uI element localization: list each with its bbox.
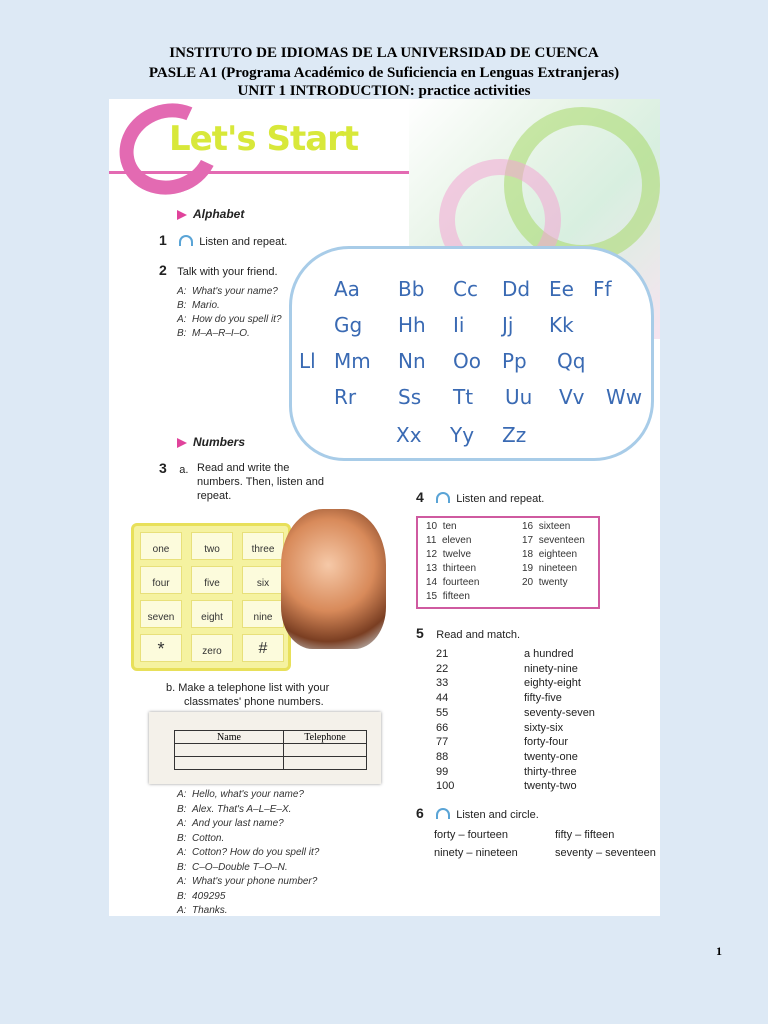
exercise-3 bbox=[159, 460, 324, 502]
exercise-3b-text: b. Make a telephone list with your classmates' phone numbers. bbox=[166, 682, 330, 708]
girl-on-phone-photo bbox=[281, 509, 386, 649]
letter: Vv bbox=[559, 385, 585, 409]
key-three: three bbox=[242, 532, 284, 560]
exercise-6 bbox=[416, 805, 539, 823]
key-eight: eight bbox=[191, 600, 233, 628]
header-line-2: PASLE A1 (Programa Académico de Suficiencia en Lenguas Extranjeras) bbox=[148, 65, 620, 81]
letter: Aa bbox=[334, 277, 360, 301]
alphabet-heading bbox=[177, 207, 244, 221]
exercise-2-number: 2 bbox=[159, 262, 167, 278]
column-telephone: Telephone bbox=[284, 731, 367, 744]
number-row: 19 nineteen bbox=[522, 563, 578, 574]
dialog-line: A: Thanks. bbox=[177, 905, 228, 916]
match-number: 66 bbox=[436, 721, 449, 734]
exercise-1-text: Listen and repeat. bbox=[199, 236, 288, 248]
match-number: 33 bbox=[436, 677, 449, 690]
letter: Bb bbox=[398, 277, 425, 301]
key-hash: # bbox=[242, 634, 284, 662]
match-word: eighty-eight bbox=[524, 677, 581, 690]
match-number: 21 bbox=[436, 648, 449, 660]
letter: Ww bbox=[606, 385, 643, 409]
circle-pair: seventy – seventeen bbox=[555, 847, 656, 859]
match-number: 55 bbox=[436, 706, 449, 719]
match-word: sixty-six bbox=[524, 721, 564, 734]
number-row: 17 seventeen bbox=[522, 535, 585, 546]
circle-pair: fifty – fifteen bbox=[555, 829, 615, 841]
letter: Nn bbox=[398, 349, 426, 373]
numbers-title: Numbers bbox=[193, 435, 246, 449]
letter: Kk bbox=[549, 313, 574, 337]
letter: Ee bbox=[549, 277, 574, 301]
exercise-3-number: 3 bbox=[159, 460, 167, 476]
match-word: fifty-five bbox=[524, 692, 562, 705]
exercise-5 bbox=[416, 625, 520, 643]
number-row: 20 twenty bbox=[522, 577, 568, 588]
match-left-column bbox=[436, 647, 454, 794]
key-zero: zero bbox=[191, 634, 233, 662]
number-row: 12 twelve bbox=[426, 549, 472, 560]
exercise-1-number: 1 bbox=[159, 232, 167, 248]
key-nine: nine bbox=[242, 600, 284, 628]
letter: Cc bbox=[453, 277, 478, 301]
match-number: 44 bbox=[436, 692, 449, 705]
alphabet-title: Alphabet bbox=[193, 207, 245, 221]
letter: Oo bbox=[453, 349, 481, 373]
exercise-4 bbox=[416, 489, 544, 507]
exercise-2-text: Talk with your friend. bbox=[177, 266, 278, 278]
dialog-line: A: How do you spell it? bbox=[177, 314, 282, 325]
triangle-bullet-icon bbox=[177, 210, 187, 220]
telephone-list-card bbox=[149, 712, 381, 784]
exercise-4-text: Listen and repeat. bbox=[456, 493, 545, 505]
match-word: thirty-three bbox=[524, 765, 577, 778]
match-number: 22 bbox=[436, 662, 449, 675]
letter: Pp bbox=[502, 349, 527, 373]
letter: Jj bbox=[502, 313, 514, 337]
dialog-line: B: Mario. bbox=[177, 300, 220, 311]
header-line-1: INSTITUTO DE IDIOMAS DE LA UNIVERSIDAD DE CUENCA bbox=[169, 45, 599, 61]
key-six: six bbox=[242, 566, 284, 594]
match-word: a hundred bbox=[524, 648, 574, 660]
circle-pair: forty – fourteen bbox=[434, 829, 508, 841]
match-word: twenty-one bbox=[524, 750, 578, 763]
dialog-line: A: What's your phone number? bbox=[177, 876, 318, 887]
match-word: forty-four bbox=[524, 736, 569, 749]
letter: Ii bbox=[453, 313, 465, 337]
match-word: twenty-two bbox=[524, 780, 577, 793]
telephone-keypad bbox=[131, 523, 291, 671]
headphones-icon bbox=[436, 492, 450, 503]
match-right-column bbox=[524, 647, 595, 794]
dialog-line: A: And your last name? bbox=[177, 818, 284, 829]
letter: Qq bbox=[557, 349, 586, 373]
number-row: 10 ten bbox=[426, 521, 457, 532]
letter: Mm bbox=[334, 349, 371, 373]
key-two: two bbox=[191, 532, 233, 560]
letter: Hh bbox=[398, 313, 426, 337]
letter: Ss bbox=[398, 385, 422, 409]
textbook-page-image bbox=[109, 99, 660, 916]
number-row: 11 eleven bbox=[426, 535, 472, 546]
letter: Dd bbox=[502, 277, 531, 301]
letter: Uu bbox=[505, 385, 533, 409]
headphones-icon bbox=[436, 808, 450, 819]
dialog-line: B: 409295 bbox=[177, 890, 226, 902]
number-row: 13 thirteen bbox=[426, 563, 477, 574]
dialog-line: A: Cotton? How do you spell it? bbox=[177, 847, 320, 858]
letter: Zz bbox=[502, 423, 527, 447]
header-line-3: UNIT 1 INTRODUCTION: practice activities bbox=[237, 83, 531, 99]
key-five: five bbox=[191, 566, 233, 594]
letter: Xx bbox=[396, 423, 422, 447]
column-name: Name bbox=[175, 731, 284, 744]
number-row: 15 fifteen bbox=[426, 591, 470, 602]
letter: Ll bbox=[299, 349, 316, 373]
exercise-4-number: 4 bbox=[416, 489, 424, 505]
exercise-5-number: 5 bbox=[416, 625, 424, 641]
numbers-heading bbox=[177, 435, 245, 449]
circle-pair: ninety – nineteen bbox=[434, 847, 518, 859]
headphones-icon bbox=[179, 235, 193, 246]
numbers-10-20-box bbox=[416, 516, 600, 609]
triangle-bullet-icon bbox=[177, 438, 187, 448]
key-seven: seven bbox=[140, 600, 182, 628]
number-row: 18 eighteen bbox=[522, 549, 578, 560]
letter: Yy bbox=[450, 423, 475, 447]
dialog-line: B: C–O–Double T–O–N. bbox=[177, 861, 288, 873]
logo-title: Let's Start bbox=[169, 119, 359, 159]
match-number: 99 bbox=[436, 765, 449, 778]
match-word: ninety-nine bbox=[524, 662, 578, 675]
dialog-line: A: What's your name? bbox=[177, 286, 278, 297]
dialog-line: B: M–A–R–I–O. bbox=[177, 328, 250, 339]
match-word: seventy-seven bbox=[524, 706, 595, 719]
letter: Rr bbox=[334, 385, 357, 409]
letter: Gg bbox=[334, 313, 363, 337]
telephone-list-table bbox=[174, 730, 367, 770]
exercise-3-letter: a. bbox=[179, 464, 189, 476]
numbers-dialog bbox=[177, 788, 319, 916]
dialog-line: A: Hello, what's your name? bbox=[177, 789, 304, 800]
exercise-6-number: 6 bbox=[416, 805, 424, 821]
exercise-2 bbox=[159, 262, 278, 280]
logo-underline bbox=[109, 171, 409, 174]
match-number: 77 bbox=[436, 736, 449, 749]
page-number: 1 bbox=[716, 944, 722, 958]
number-row: 14 fourteen bbox=[426, 577, 480, 588]
dialog-line: B: Alex. That's A–L–E–X. bbox=[177, 803, 292, 815]
exercise-6-text: Listen and circle. bbox=[456, 809, 539, 821]
alphabet-dialog bbox=[177, 285, 282, 341]
exercise-5-text: Read and match. bbox=[436, 629, 521, 641]
number-row: 16 sixteen bbox=[522, 521, 571, 532]
match-number: 88 bbox=[436, 750, 449, 763]
exercise-3-text: Read and write the numbers. Then, listen and repeat. bbox=[197, 462, 324, 502]
key-star: * bbox=[140, 634, 182, 662]
key-four: four bbox=[140, 566, 182, 594]
dialog-line: B: Cotton. bbox=[177, 832, 225, 844]
letter: Ff bbox=[593, 277, 612, 301]
letter: Tt bbox=[453, 385, 474, 409]
exercise-1 bbox=[159, 232, 287, 250]
key-one: one bbox=[140, 532, 182, 560]
match-number: 100 bbox=[436, 780, 455, 793]
